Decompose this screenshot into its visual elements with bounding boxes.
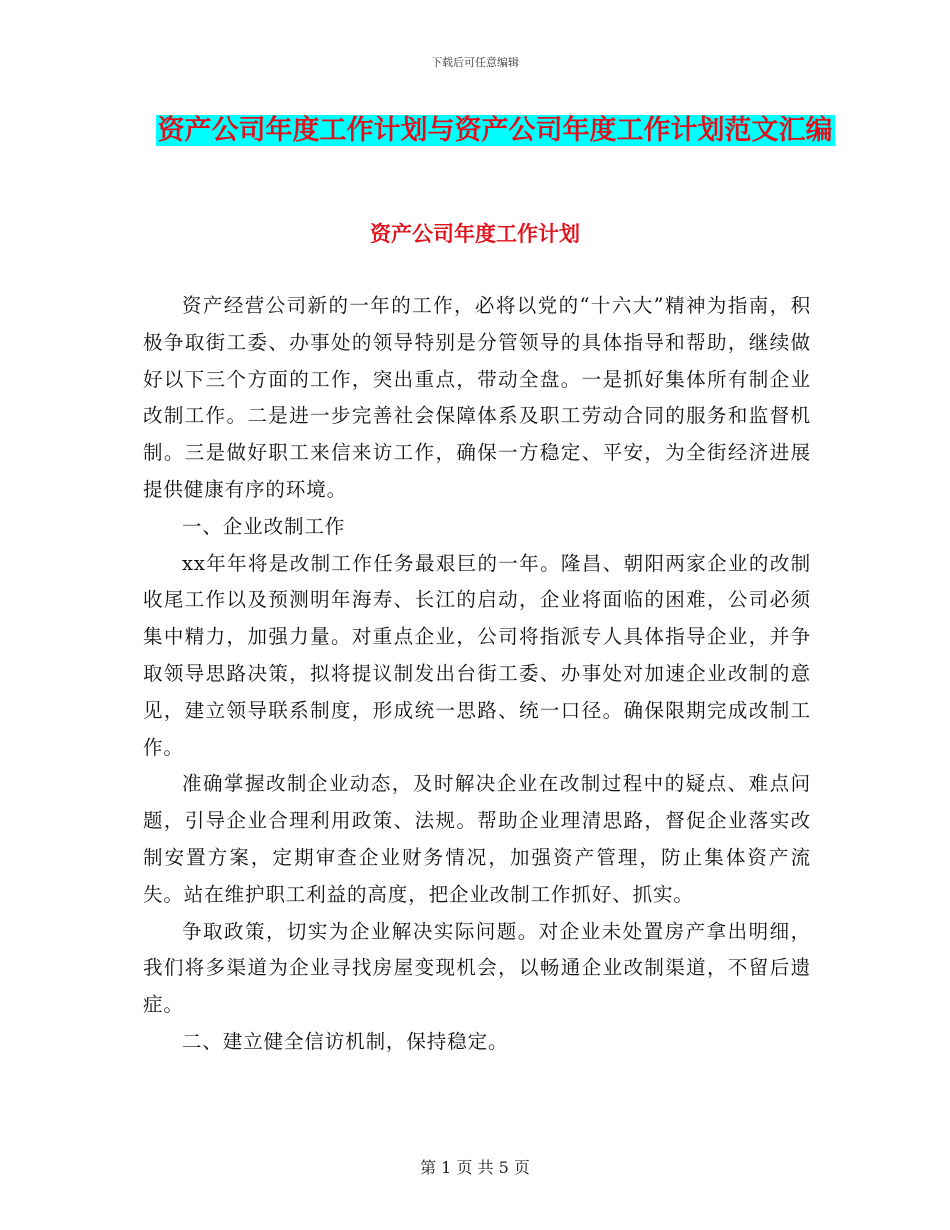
page-footer: 第 1 页 共 5 页 [420, 1158, 530, 1177]
body-text [143, 288, 811, 1061]
document-title [140, 108, 850, 154]
section-title: 资产公司年度工作计划 [370, 222, 580, 246]
document-title-text: 资产公司年度工作计划与资产公司年度工作计划范文汇编 [157, 115, 833, 146]
paragraph: 准确掌握改制企业动态，及时解决企业在改制过程中的疑点、难点问题，引导企业合理利用政策、法规。帮助企业理清思路，督促企业落实改制安置方案，定期审查企业财务情况，加强资产管理，防止集体资产流失。站在维护职工利益的高度，把企业改制工作抓好、抓实。 [143, 772, 811, 906]
page-header-note: 下载后可任意编辑 [431, 56, 519, 69]
paragraph: 争取政策，切实为企业解决实际问题。对企业未处置房产拿出明细，我们将多渠道为企业寻找房屋变现机会，以畅通企业改制渠道，不留后遗症。 [143, 919, 811, 1017]
paragraph: 资产经营公司新的一年的工作，必将以党的“十六大”精神为指南，积极争取街工委、办事处的领导特别是分管领导的具体指导和帮助，继续做好以下三个方面的工作，突出重点，带动全盘。一是抓好集体所有制企业改制工作。二是进一步完善社会保障体系及职工劳动合同的服务和监督机制。三是做好职工来信来访工作，确保一方稳定、平安，为全街经济进展提供健康有序的环境。 [143, 294, 811, 501]
heading-petition-mechanism: 二、建立健全信访机制，保持稳定。 [182, 1029, 509, 1053]
paragraph: xx年年将是改制工作任务最艰巨的一年。隆昌、朝阳两家企业的改制收尾工作以及预测明年海寿、长江的启动，企业将面临的困难，公司必须集中精力，加强力量。对重点企业，公司将指派专人具体指导企业，并争取领导思路决策，拟将提议制发出台街工委、办事处对加速企业改制的意见，建立领导联系制度，形成统一思路、统一口径。确保限期完成改制工作。 [143, 551, 811, 759]
heading-enterprise-reform: 一、企业改制工作 [182, 514, 346, 538]
